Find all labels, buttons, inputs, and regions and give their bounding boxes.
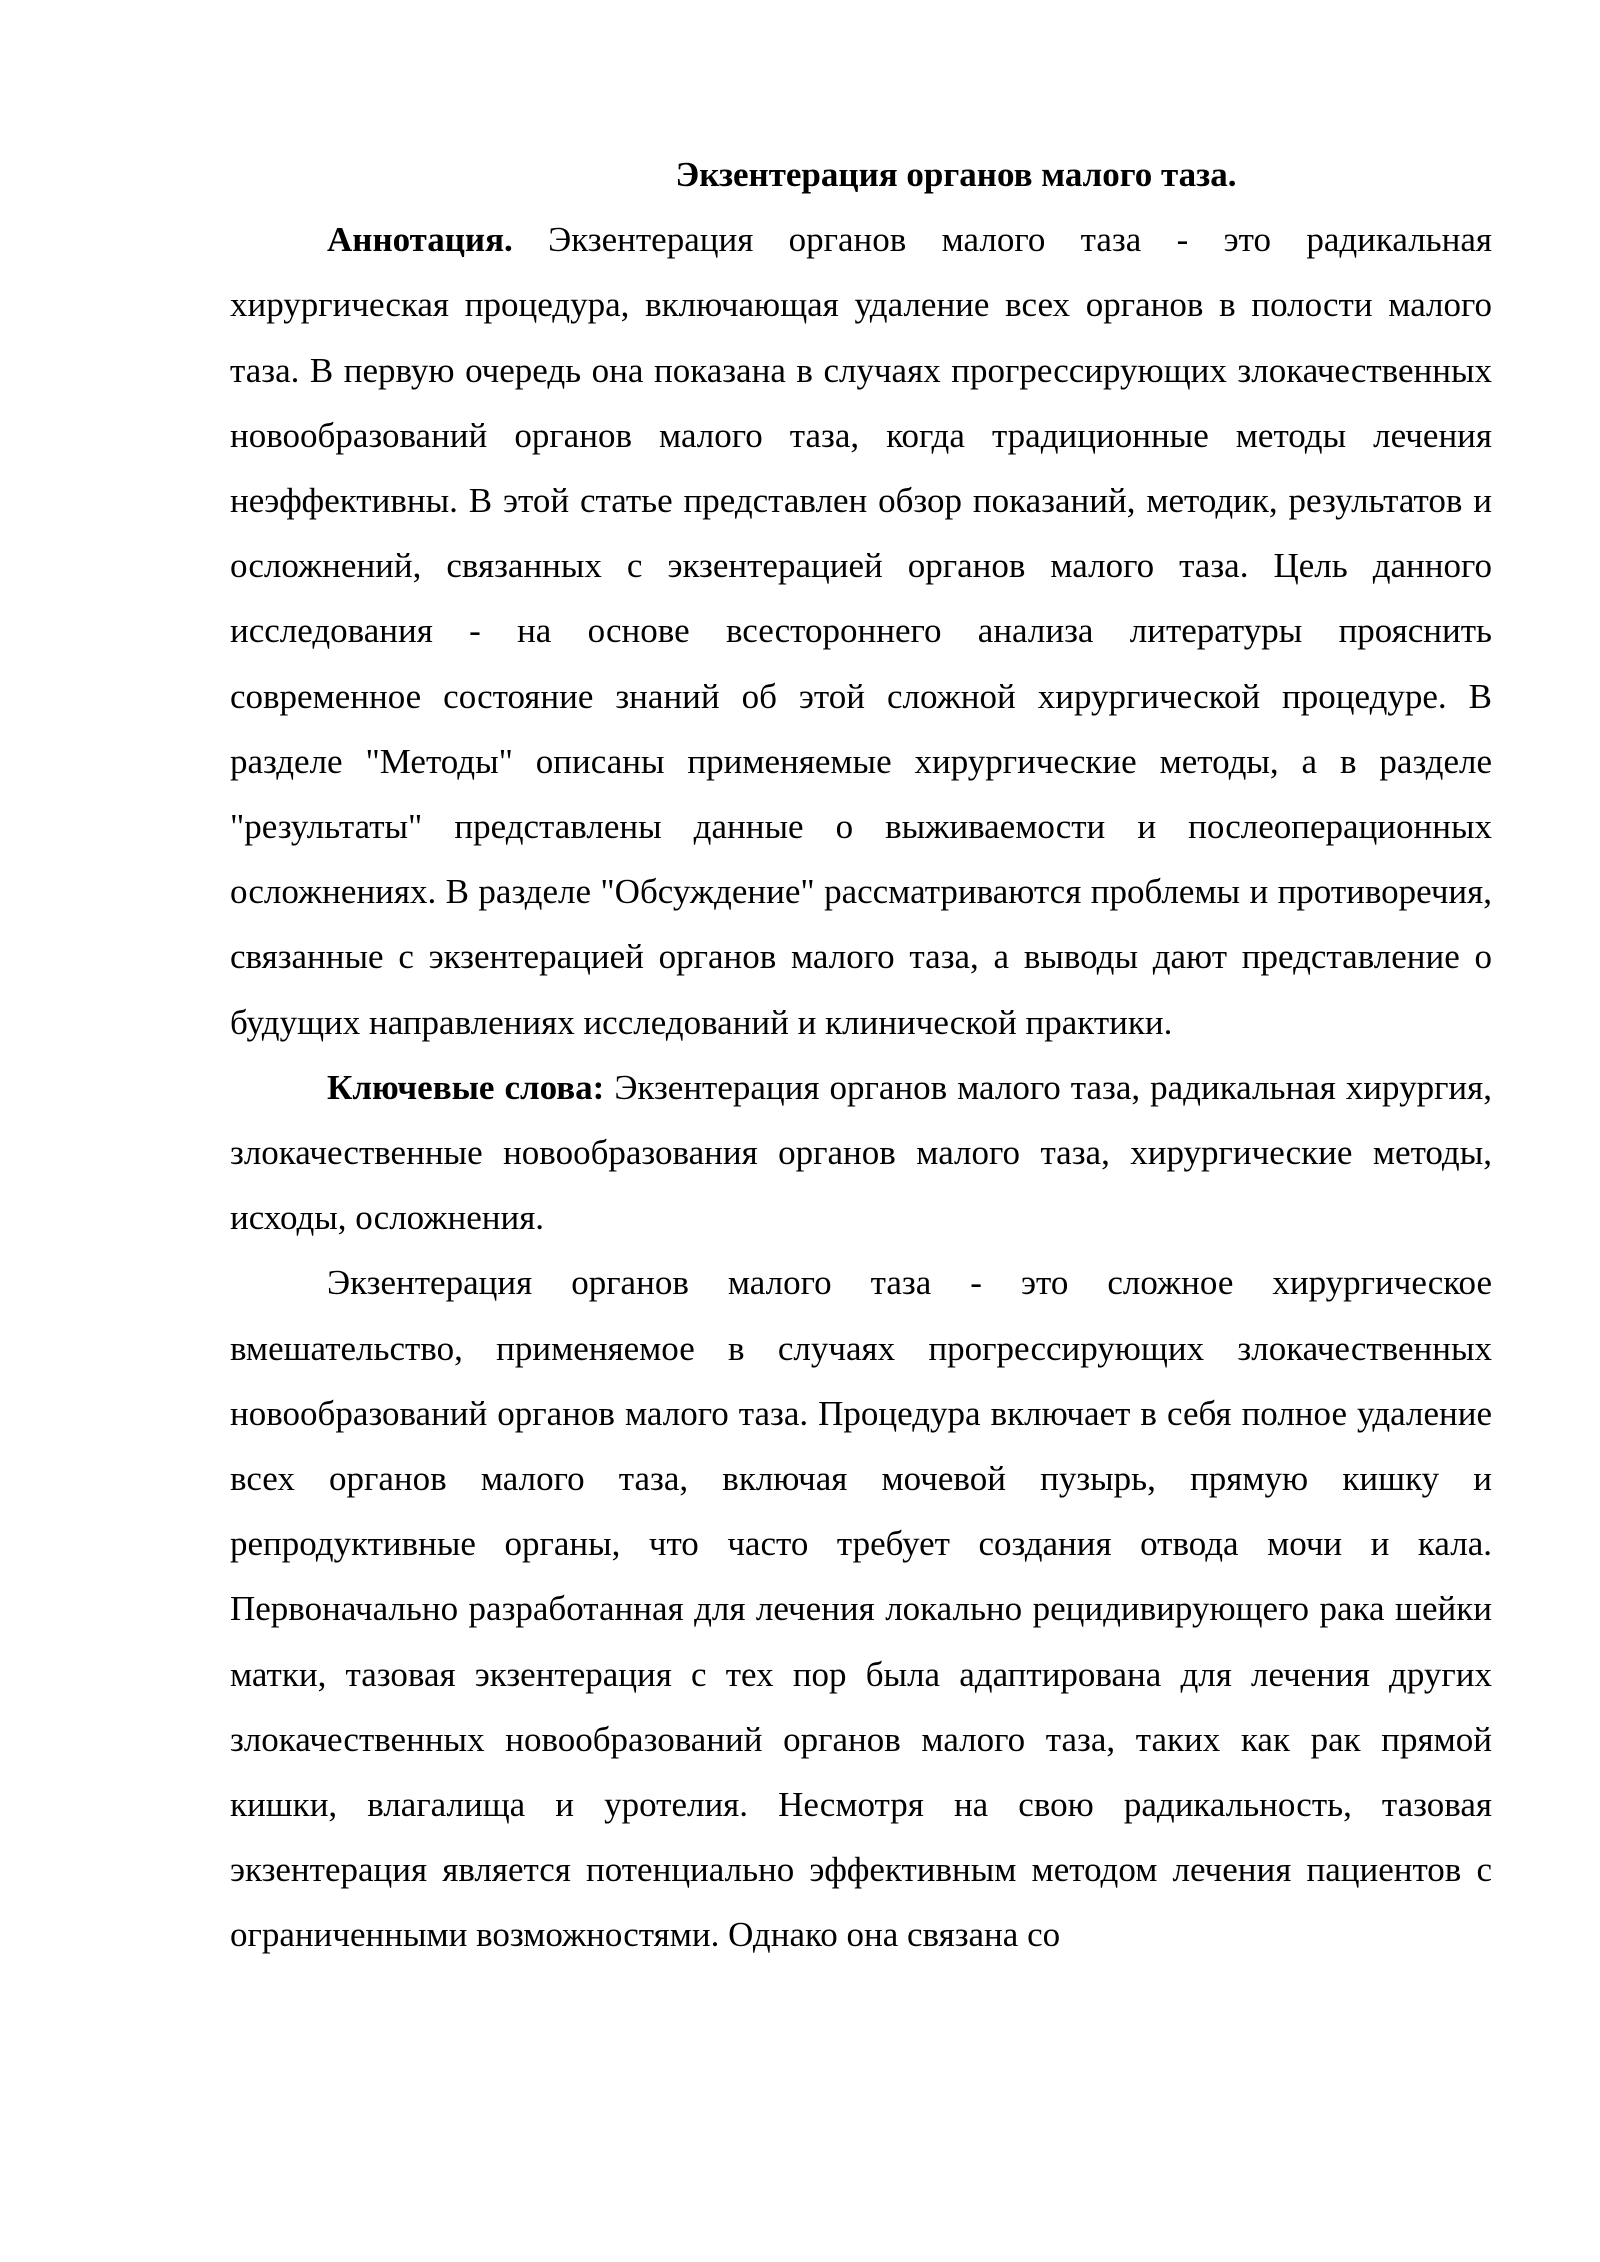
abstract-paragraph (230, 207, 1492, 1055)
abstract-label: Аннотация. (327, 220, 513, 260)
document-content (230, 142, 1492, 1968)
keywords-label: Ключевые слова: (327, 1067, 605, 1107)
keywords-paragraph (230, 1055, 1492, 1251)
document-title: Экзентерация органов малого таза. (675, 155, 1237, 194)
abstract-text: Экзентерация органов малого таза - это радикальная хирургическая процедура, включающая удаление всех органов в полости малого таза. В первую очередь она показана в случаях прогрессирующих злокачественных новообразований органов малого таза, когда традиционные методы лечения неэффективны. В этой статье представлен обзор показаний, методик, результатов и осложнений, связанных с экзентерацией органов малого таза. Цель данного исследования - на основе всестороннего анализа литературы прояснить современное состояние знаний об этой сложной хирургической процедуре. В разделе "Методы" описаны применяемые хирургические методы, а в разделе "результаты" представлены данные о выживаемости и послеоперационных осложнениях. В разделе "Обсуждение" рассматриваются проблемы и противоречия, связанные с экзентерацией органов малого таза, а выводы дают представление о будущих направлениях исследований и клинической практики. (230, 220, 1492, 1042)
body-paragraph: Экзентерация органов малого таза - это сложное хирургическое вмешательство, применяемое в случаях прогрессирующих злокачественных новообразований органов малого таза. Процедура включает в себя полное удаление всех органов малого таза, включая мочевой пузырь, прямую кишку и репродуктивные органы, что часто требует создания отвода мочи и кала. Первоначально разработанная для лечения локально рецидивирующего рака шейки матки, тазовая экзентерация с тех пор была адаптирована для лечения других злокачественных новообразований органов малого таза, таких как рак прямой кишки, влагалища и уротелия. Несмотря на свою радикальность, тазовая экзентерация является потенциально эффективным методом лечения пациентов с ограниченными возможностями. Однако она связана со (230, 1263, 1492, 1955)
keywords-text: Экзентерация органов малого таза, радикальная хирургия, злокачественные новообразования органов малого таза, хирургические методы, исходы, осложнения. (230, 1067, 1493, 1238)
